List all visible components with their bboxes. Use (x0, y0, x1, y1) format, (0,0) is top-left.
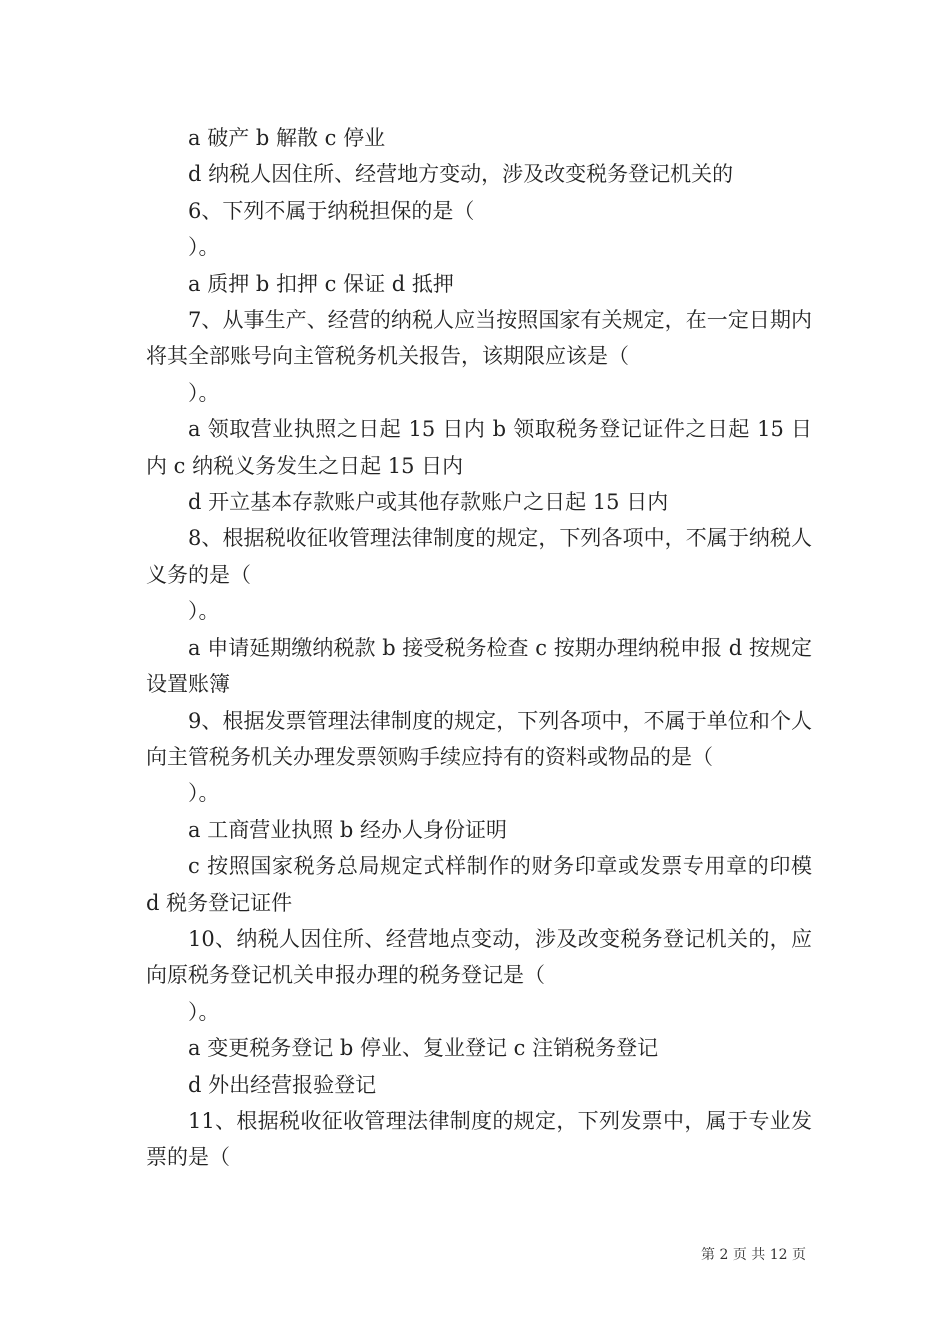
option-line: d 纳税人因住所、经营地方变动，涉及改变税务登记机关的 (188, 162, 734, 187)
answer-blank: ）。 (188, 380, 220, 405)
option-line: d 开立基本存款账户或其他存款账户之日起 15 日内 (188, 490, 669, 515)
option-line: c 按照国家税务总局规定式样制作的财务印章或发票专用章的印模 d 税务登记证件 (146, 854, 812, 915)
answer-blank: ）。 (188, 599, 220, 624)
option-line: a 工商营业执照 b 经办人身份证明 (188, 817, 507, 842)
question-6: 6、下列不属于纳税担保的是（ (188, 198, 475, 223)
option-line: a 领取营业执照之日起 15 日内 b 领取税务登记证件之日起 15 日内 c 纳税义务发生之日起 15 日内 (146, 417, 812, 478)
page-number: 第 2 页 共 12 页 (701, 1247, 806, 1263)
option-line: d 外出经营报验登记 (188, 1072, 377, 1097)
question-10: 10、纳税人因住所、经营地点变动，涉及改变税务登记机关的，应向原税务登记机关申报办理的税务登记是（ (146, 926, 812, 988)
answer-blank: ）。 (188, 235, 220, 260)
option-line: a 申请延期缴纳税款 b 接受税务检查 c 按期办理纳税申报 d 按规定设置账簿 (146, 635, 812, 697)
question-7: 7、从事生产、经营的纳税人应当按照国家有关规定，在一定日期内将其全部账号向主管税务机关报告，该期限应该是（ (146, 308, 812, 369)
answer-blank: ）。 (188, 781, 220, 806)
option-line: a 变更税务登记 b 停业、复业登记 c 注销税务登记 (188, 1036, 659, 1061)
question-9: 9、根据发票管理法律制度的规定，下列各项中，不属于单位和个人向主管税务机关办理发票领购手续应持有的资料或物品的是（ (146, 708, 812, 769)
question-11: 11、根据税收征收管理法律制度的规定，下列发票中，属于专业发票的是（ (146, 1108, 812, 1170)
answer-blank: ）。 (188, 999, 220, 1024)
document-body (146, 120, 812, 1176)
option-line: a 破产 b 解散 c 停业 (188, 126, 386, 150)
question-8: 8、根据税收征收管理法律制度的规定，下列各项中，不属于纳税人义务的是（ (146, 526, 812, 587)
option-line: a 质押 b 扣押 c 保证 d 抵押 (188, 271, 454, 296)
